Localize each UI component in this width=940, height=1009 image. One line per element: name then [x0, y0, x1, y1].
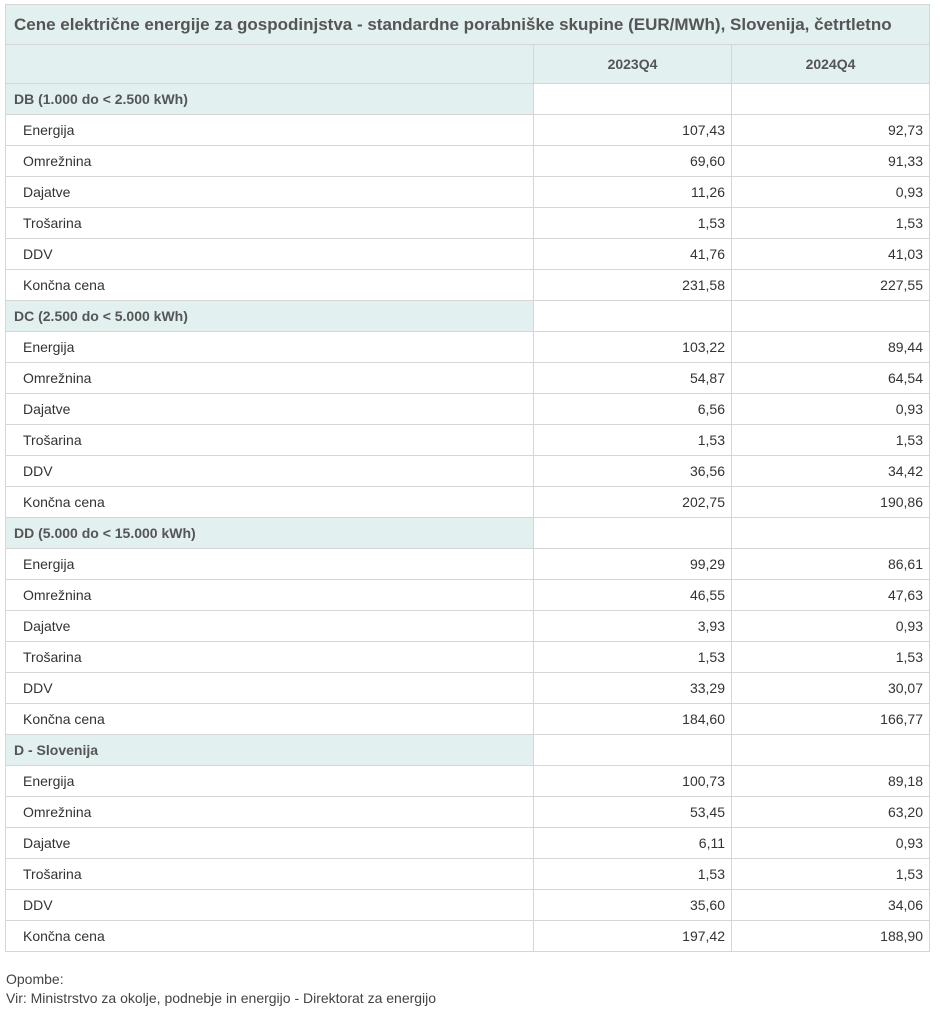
row-label: Dajatve — [6, 828, 534, 859]
table-row — [6, 332, 930, 363]
table-row — [6, 208, 930, 239]
group-label: DB (1.000 do < 2.500 kWh) — [6, 84, 534, 115]
group-row — [6, 518, 930, 549]
table-row — [6, 549, 930, 580]
row-label: Omrežnina — [6, 580, 534, 611]
value-cell: 1,53 — [534, 425, 732, 456]
value-cell: 1,53 — [534, 859, 732, 890]
group-empty-cell — [534, 518, 732, 549]
value-cell: 91,33 — [732, 146, 930, 177]
group-row — [6, 84, 930, 115]
value-cell: 46,55 — [534, 580, 732, 611]
table-row — [6, 270, 930, 301]
value-cell: 89,44 — [732, 332, 930, 363]
value-cell: 30,07 — [732, 673, 930, 704]
table-row — [6, 146, 930, 177]
value-cell: 54,87 — [534, 363, 732, 394]
value-cell: 1,53 — [732, 859, 930, 890]
value-cell: 1,53 — [534, 642, 732, 673]
header-blank — [6, 45, 534, 84]
group-empty-cell — [534, 735, 732, 766]
row-label: Končna cena — [6, 487, 534, 518]
table-row — [6, 456, 930, 487]
value-cell: 1,53 — [732, 642, 930, 673]
row-label: Energija — [6, 766, 534, 797]
value-cell: 6,56 — [534, 394, 732, 425]
value-cell: 1,53 — [732, 208, 930, 239]
price-table — [5, 4, 930, 952]
table-row — [6, 177, 930, 208]
table-row — [6, 828, 930, 859]
row-label: Trošarina — [6, 859, 534, 890]
row-label: Energija — [6, 332, 534, 363]
value-cell: 0,93 — [732, 828, 930, 859]
row-label: Trošarina — [6, 642, 534, 673]
value-cell: 41,76 — [534, 239, 732, 270]
group-label: D - Slovenija — [6, 735, 534, 766]
table-title: Cene električne energije za gospodinjstva - standardne porabniške skupine (EUR/MWh), Slovenija, četrtletno — [6, 5, 930, 45]
value-cell: 35,60 — [534, 890, 732, 921]
value-cell: 53,45 — [534, 797, 732, 828]
table-row — [6, 394, 930, 425]
row-label: Omrežnina — [6, 363, 534, 394]
group-empty-cell — [732, 301, 930, 332]
table-row — [6, 363, 930, 394]
row-label: Omrežnina — [6, 797, 534, 828]
column-header[interactable]: 2023Q4 — [534, 45, 732, 84]
value-cell: 0,93 — [732, 611, 930, 642]
row-label: Dajatve — [6, 394, 534, 425]
table-row — [6, 115, 930, 146]
value-cell: 34,42 — [732, 456, 930, 487]
row-label: Končna cena — [6, 704, 534, 735]
group-empty-cell — [732, 518, 930, 549]
value-cell: 1,53 — [732, 425, 930, 456]
table-row — [6, 921, 930, 952]
value-cell: 0,93 — [732, 394, 930, 425]
value-cell: 103,22 — [534, 332, 732, 363]
source-text: Vir: Ministrstvo za okolje, podnebje in energijo - Direktorat za energijo — [6, 990, 437, 1006]
value-cell: 3,93 — [534, 611, 732, 642]
value-cell: 231,58 — [534, 270, 732, 301]
value-cell: 11,26 — [534, 177, 732, 208]
table-body — [6, 84, 930, 952]
group-label: DC (2.500 do < 5.000 kWh) — [6, 301, 534, 332]
table-row — [6, 642, 930, 673]
table-row — [6, 611, 930, 642]
value-cell: 166,77 — [732, 704, 930, 735]
table-row — [6, 425, 930, 456]
value-cell: 99,29 — [534, 549, 732, 580]
value-cell: 190,86 — [732, 487, 930, 518]
table-row — [6, 797, 930, 828]
table-row — [6, 704, 930, 735]
value-cell: 89,18 — [732, 766, 930, 797]
value-cell: 69,60 — [534, 146, 732, 177]
value-cell: 202,75 — [534, 487, 732, 518]
value-cell: 197,42 — [534, 921, 732, 952]
value-cell: 0,93 — [732, 177, 930, 208]
value-cell: 92,73 — [732, 115, 930, 146]
row-label: Končna cena — [6, 921, 534, 952]
notes — [6, 970, 436, 1008]
group-empty-cell — [534, 301, 732, 332]
value-cell: 6,11 — [534, 828, 732, 859]
table-row — [6, 580, 930, 611]
table-row — [6, 239, 930, 270]
row-label: Omrežnina — [6, 146, 534, 177]
value-cell: 100,73 — [534, 766, 732, 797]
group-row — [6, 301, 930, 332]
value-cell: 188,90 — [732, 921, 930, 952]
table-row — [6, 859, 930, 890]
value-cell: 34,06 — [732, 890, 930, 921]
group-empty-cell — [534, 84, 732, 115]
value-cell: 227,55 — [732, 270, 930, 301]
value-cell: 63,20 — [732, 797, 930, 828]
table-row — [6, 766, 930, 797]
row-label: DDV — [6, 239, 534, 270]
row-label: Energija — [6, 115, 534, 146]
group-empty-cell — [732, 735, 930, 766]
row-label: DDV — [6, 673, 534, 704]
group-empty-cell — [732, 84, 930, 115]
table-row — [6, 673, 930, 704]
value-cell: 184,60 — [534, 704, 732, 735]
table-container — [5, 4, 929, 952]
group-row — [6, 735, 930, 766]
value-cell: 33,29 — [534, 673, 732, 704]
row-label: Končna cena — [6, 270, 534, 301]
value-cell: 64,54 — [732, 363, 930, 394]
notes-label: Opombe: — [6, 971, 64, 987]
value-cell: 1,53 — [534, 208, 732, 239]
table-row — [6, 890, 930, 921]
row-label: Energija — [6, 549, 534, 580]
table-row — [6, 487, 930, 518]
row-label: Dajatve — [6, 177, 534, 208]
row-label: Trošarina — [6, 425, 534, 456]
row-label: DDV — [6, 890, 534, 921]
column-header[interactable]: 2024Q4 — [732, 45, 930, 84]
row-label: Dajatve — [6, 611, 534, 642]
row-label: DDV — [6, 456, 534, 487]
value-cell: 86,61 — [732, 549, 930, 580]
value-cell: 36,56 — [534, 456, 732, 487]
group-label: DD (5.000 do < 15.000 kWh) — [6, 518, 534, 549]
row-label: Trošarina — [6, 208, 534, 239]
value-cell: 47,63 — [732, 580, 930, 611]
value-cell: 107,43 — [534, 115, 732, 146]
value-cell: 41,03 — [732, 239, 930, 270]
